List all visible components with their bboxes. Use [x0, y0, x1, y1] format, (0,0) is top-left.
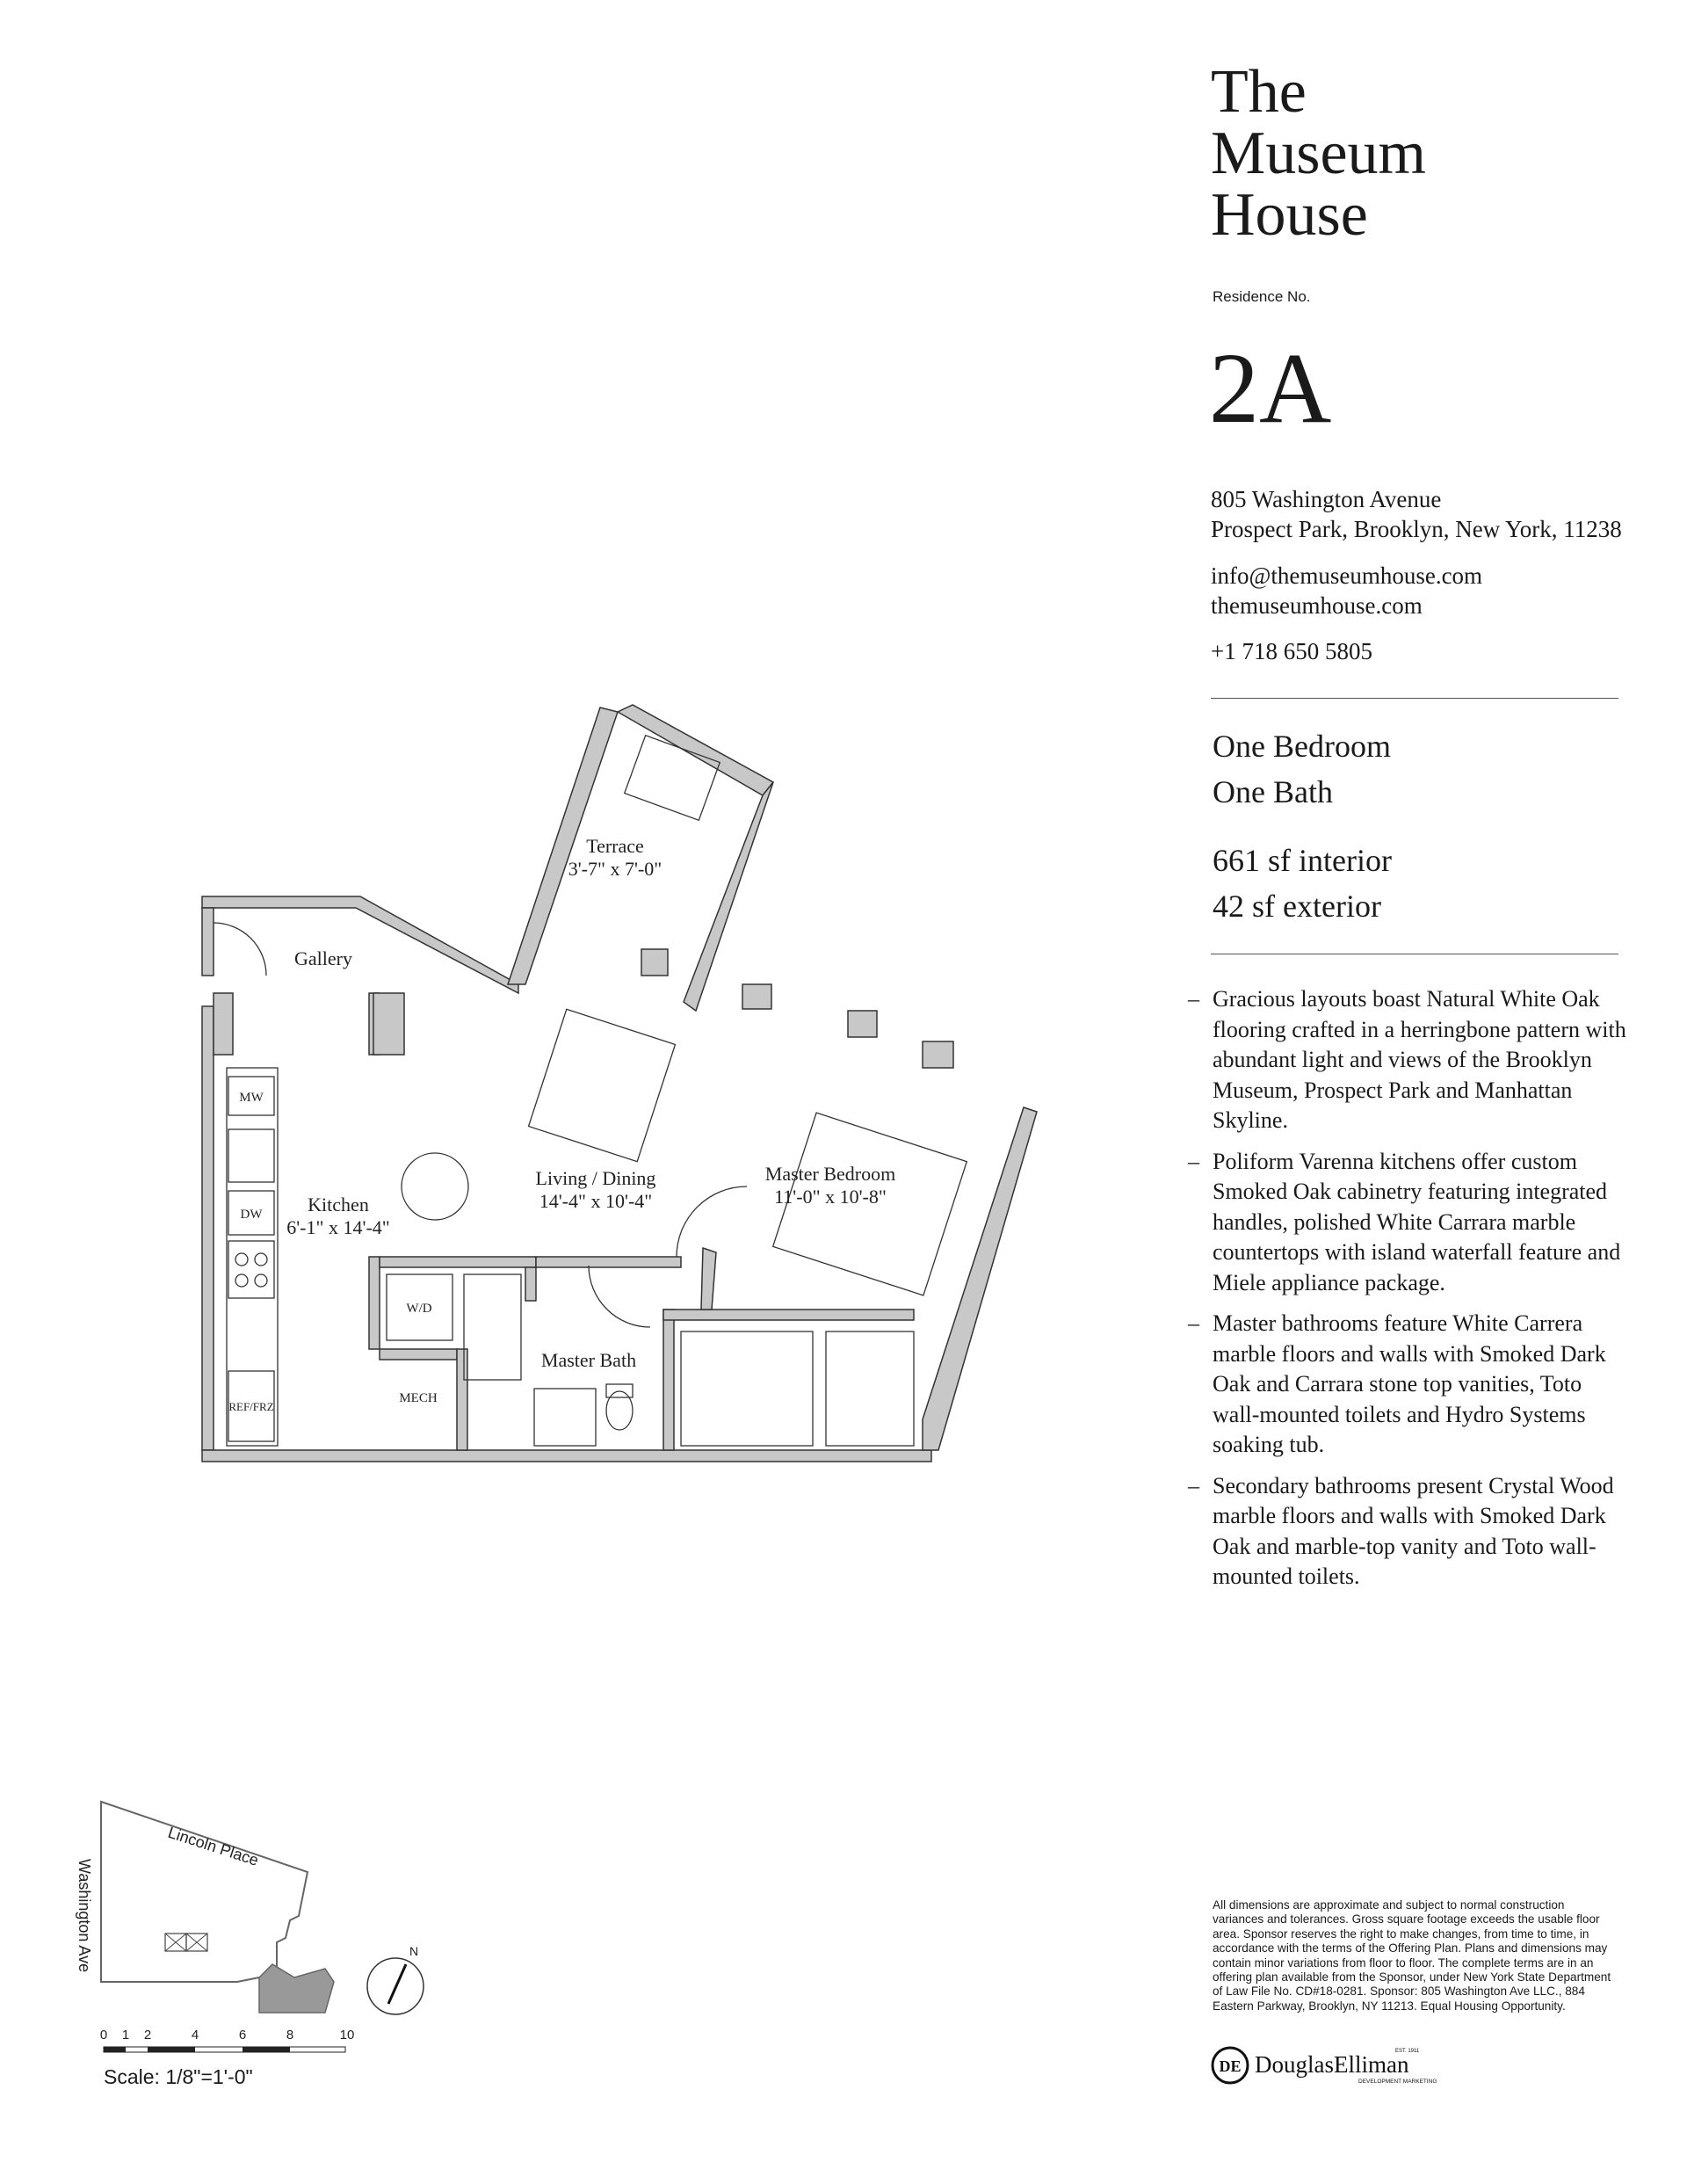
bedroom-label: Master Bedroom — [764, 1163, 896, 1185]
scale-tick-4: 4 — [191, 2028, 199, 2043]
scale-tick-0: 0 — [99, 2028, 108, 2043]
wall-bath-divider — [536, 1257, 681, 1267]
kitchen-label: Kitchen — [308, 1194, 369, 1215]
unit-location — [259, 1964, 334, 2013]
logo-mark: DE — [1219, 2057, 1242, 2075]
wall-bottom — [202, 1450, 931, 1462]
bathtub — [464, 1274, 521, 1380]
kitchen-dimensions: 6'-1" x 14'-4" — [286, 1216, 390, 1238]
kitchen-counter — [227, 1068, 278, 1446]
floor-plan — [176, 694, 1098, 1494]
wall-mech-top — [380, 1349, 457, 1360]
exterior-area: 42 sf exterior — [1213, 889, 1381, 924]
site-outline — [101, 1802, 308, 1982]
phone-number: +1 718 650 5805 — [1211, 638, 1372, 664]
wall-closet-left — [214, 993, 233, 1055]
bath-label: Master Bath — [540, 1349, 637, 1371]
scale-tick-2: 2 — [143, 2028, 152, 2043]
mech-label: MECH — [399, 1391, 438, 1405]
title-line-1: The — [1211, 58, 1307, 126]
address-line-2: Prospect Park, Brooklyn, New York, 11238 — [1211, 516, 1622, 542]
legal-disclaimer: All dimensions are approximate and subject to normal construction variances and tolerances. Gross square footage exceeds the usable floor area. Sponsor reserves the right to make changes, from time to time, in accordance with the terms of the Offering Plan. Plans and dimensions may contain minor variations from floor to floor. The complete terms are in an offering plan available from the Sponsor, under New York State Department of Law File No. CD#18-0281. Sponsor: 805 Washington Ave LLC., 884 Eastern Parkway, Brooklyn, NY 11213. Equal Housing Opportunity. — [1213, 1898, 1611, 2013]
bath-door-swing — [589, 1266, 650, 1327]
column — [742, 984, 771, 1009]
wall-right-diagonal — [923, 1107, 1037, 1450]
website-link[interactable]: themuseumhouse.com — [1211, 592, 1423, 619]
scale-label: Scale: 1/8"=1'-0" — [104, 2065, 253, 2088]
sofa — [529, 1009, 676, 1161]
gallery-label: Gallery — [294, 947, 352, 969]
north-arrow-needle-icon — [388, 1964, 406, 2004]
wall-wd — [369, 1257, 380, 1349]
wall-left — [202, 1006, 214, 1450]
scale-bar-outline — [104, 2047, 345, 2052]
wall-bath-door — [525, 1267, 536, 1301]
building-title — [1211, 58, 1426, 249]
closet — [681, 1331, 813, 1446]
burner — [235, 1253, 248, 1266]
feature-item: – Poliform Varenna kitchens offer custom Smoked Oak cabinetry featuring integrated handles, polished White Carrara marble countertops with island waterfall feature and Miele appliance package. — [1188, 1148, 1621, 1295]
wall-mech-right — [457, 1349, 467, 1450]
dw-label: DW — [240, 1208, 263, 1222]
bedroom-count: One Bedroom — [1213, 729, 1391, 764]
street-washington-label: Washington Ave — [76, 1859, 93, 1973]
scale-tick-6: 6 — [238, 2028, 247, 2043]
entry-door-swing — [214, 923, 266, 976]
ref-label: REF/FRZ — [228, 1400, 274, 1413]
logo-est: EST. 1911 — [1395, 2049, 1420, 2054]
scale-tick-1: 1 — [121, 2028, 130, 2043]
scale-segment — [243, 2047, 290, 2052]
wall-top-left — [202, 896, 518, 993]
scale-bar — [97, 2026, 360, 2061]
interior-area: 661 sf interior — [1213, 843, 1392, 878]
site-key-map — [62, 1784, 431, 2048]
residence-number: 2A — [1209, 332, 1332, 444]
terrace-dimensions: 3'-7" x 7'-0" — [568, 858, 662, 880]
living-label: Living / Dining — [535, 1167, 656, 1189]
north-label: N — [409, 1944, 419, 1958]
email-link[interactable]: info@themuseumhouse.com — [1211, 562, 1483, 589]
bedroom-dimensions: 11'-0" x 10'-8" — [774, 1186, 887, 1208]
divider-1 — [1211, 698, 1618, 699]
cooktop — [228, 1241, 274, 1298]
vanity — [534, 1389, 596, 1446]
burner — [235, 1274, 248, 1287]
scale-segment — [104, 2047, 126, 2052]
dining-table — [402, 1153, 468, 1220]
wall-closets-top — [663, 1310, 914, 1320]
title-line-2: Museum — [1211, 120, 1426, 187]
scale-tick-10: 10 — [339, 2028, 355, 2043]
logo-sub: DEVELOPMENT MARKETING — [1358, 2079, 1437, 2085]
feature-list — [1188, 984, 1627, 1603]
bedroom-door-swing — [677, 1186, 747, 1257]
terrace-wall-top — [618, 705, 773, 795]
burner — [255, 1274, 267, 1287]
logo-name: DouglasElliman — [1255, 2051, 1409, 2078]
street-lincoln-label: Lincoln Place — [165, 1823, 261, 1869]
closet — [826, 1331, 914, 1446]
title-line-3: House — [1211, 181, 1368, 249]
scale-segment — [148, 2047, 195, 2052]
living-dimensions: 14'-4" x 10'-4" — [539, 1190, 653, 1212]
douglas-elliman-logo — [1211, 2043, 1439, 2087]
wall-bath-top — [380, 1257, 536, 1267]
sink — [228, 1129, 274, 1182]
scale-tick-8: 8 — [286, 2028, 294, 2043]
wall-bedroom-door — [701, 1248, 716, 1310]
mw-label: MW — [239, 1091, 264, 1105]
feature-item: – Master bathrooms feature White Carrera marble floors and walls with Smoked Dark Oak and Carrara stone top vanities, Toto wall-mounted toilets and Hydro Systems soaking tub. — [1188, 1310, 1606, 1457]
bath-count: One Bath — [1213, 774, 1333, 809]
wd-label: W/D — [406, 1302, 432, 1316]
feature-item: – Secondary bathrooms present Crystal Wood marble floors and walls with Smoked Dark Oak and marble-top vanity and Toto wall-mounted toilets. — [1188, 1472, 1614, 1589]
address-line-1: 805 Washington Avenue — [1211, 486, 1442, 512]
wall-left-upper — [202, 908, 214, 976]
terrace-wall-right — [684, 782, 773, 1011]
wall-closet-right — [373, 993, 404, 1055]
burner — [255, 1253, 267, 1266]
terrace-label: Terrace — [586, 835, 644, 857]
wall-bath-right — [663, 1310, 674, 1450]
column — [923, 1041, 953, 1068]
feature-item: – Gracious layouts boast Natural White Oak flooring crafted in a herringbone pattern with abundant light and views of the Brooklyn Museum, Prospect Park and Manhattan Skyline. — [1188, 986, 1626, 1133]
residence-label: Residence No. — [1213, 288, 1311, 305]
column — [641, 949, 668, 976]
column — [848, 1011, 877, 1037]
